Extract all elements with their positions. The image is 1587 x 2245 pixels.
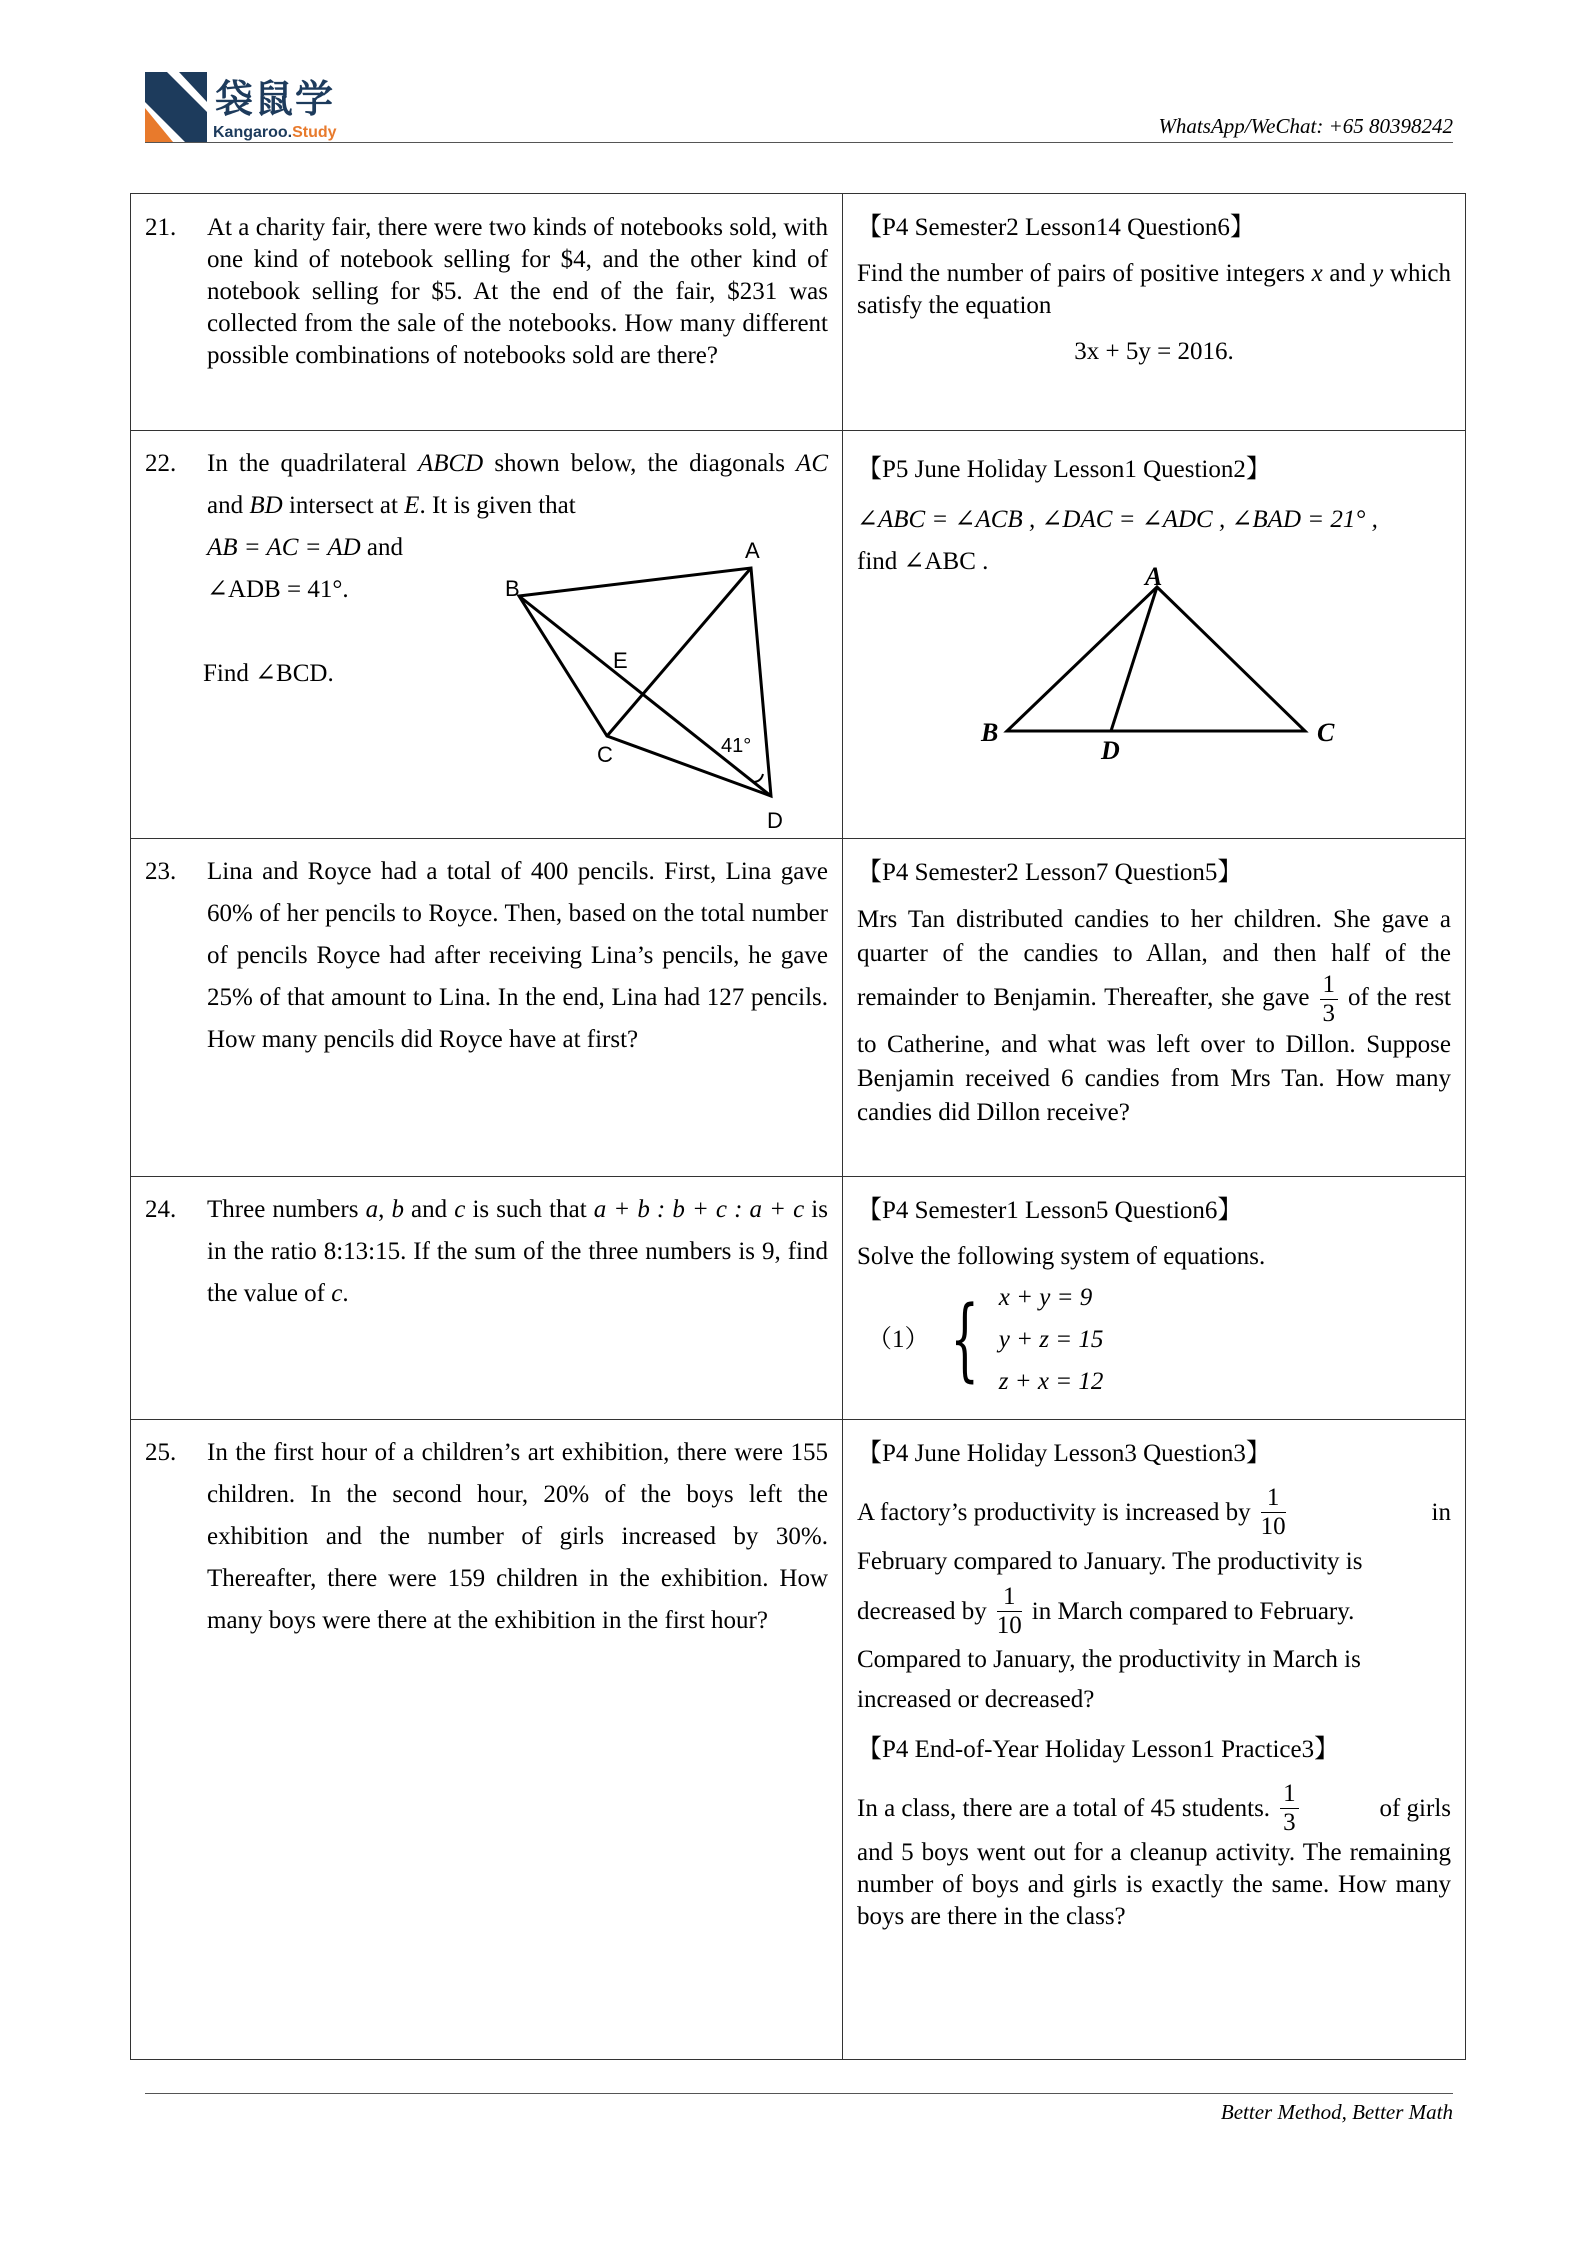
reference-title: 【P4 June Holiday Lesson3 Question3】 (857, 1440, 1271, 1467)
fraction: $\frac{1}{3}$ (1320, 971, 1339, 1028)
reference-cell (843, 839, 1466, 1177)
vertex-label-d: D (1101, 736, 1120, 765)
question-number: 21. (145, 214, 177, 241)
reference-title: 【P5 June Holiday Lesson1 Question2】 (857, 456, 1271, 483)
reference-title: 【P4 Semester1 Lesson5 Question6】 (857, 1197, 1243, 1224)
given-text: ∠ABC = ∠ACB , ∠DAC = ∠ADC , ∠BAD = 21° , (857, 506, 1378, 533)
logo-english-main: Kangaroo. (213, 124, 293, 141)
reference-text: Solve the following system of equations. (857, 1243, 1266, 1270)
find-text: find ∠ABC . (857, 548, 989, 575)
question-cell (131, 194, 843, 431)
equation-line: y + z = 15 (998, 1326, 1104, 1353)
find-text: Find ∠BCD. (203, 660, 334, 687)
reference-text: Find the number of pairs of positive integers x and y which satisfy the equation (857, 260, 1451, 319)
equation-line: x + y = 9 (998, 1284, 1093, 1311)
table-row (131, 1177, 1466, 1420)
question-number: 24. (145, 1196, 177, 1223)
reference-cell (843, 1177, 1466, 1420)
given-text: AB = AC = AD and (207, 534, 404, 561)
vertex-label-e: E (613, 648, 628, 673)
question-number: 22. (145, 450, 177, 477)
angle-label: 41° (721, 735, 752, 757)
footer-divider (145, 2093, 1453, 2094)
equation-line: z + x = 12 (998, 1368, 1104, 1395)
question-cell (131, 1420, 843, 2060)
question-table (130, 193, 1466, 2060)
table-row (131, 431, 1466, 839)
table-row (131, 839, 1466, 1177)
contact-info: WhatsApp/WeChat: +65 80398242 (1158, 114, 1453, 138)
question-text: In the first hour of a children’s art exhibition, there were 155 children. In the second hour, 20% of the boys left the exhibition and the number of girls increased by 30%. Thereafter, there were 159 children in the exhibition. How many boys were there at the exhibition in the first hour? (207, 1439, 828, 1634)
reference-text: In a class, there are a total of 45 students. $\frac{1}{3}$ of girls and 5 boys went out for a cleanup activity. The remaining number of boys and girls is exactly the same. How many boys are there in the class? (857, 1780, 1451, 1930)
question-text: In the quadrilateral ABCD shown below, the diagonals AC and BD intersect at E. It is given that (207, 450, 828, 519)
fraction: $\frac{1}{10}$ (1260, 1484, 1286, 1540)
question-number: 23. (145, 858, 177, 885)
system-lines (999, 1277, 1104, 1403)
header-divider (145, 142, 1453, 143)
fraction: $\frac{1}{3}$ (1280, 1780, 1299, 1837)
equation: 3x + 5y = 2016. (1074, 338, 1234, 365)
vertex-label-c: C (597, 742, 613, 767)
logo-english-name (213, 124, 337, 142)
vertex-label-b: B (981, 718, 999, 747)
question-text: Three numbers a, b and c is such that a + b : b + c : a + c is in the ratio 8:13:15. If the sum of the three numbers is 9, find the value of c. (207, 1196, 828, 1307)
logo-english-accent: Study (292, 124, 337, 141)
vertex-label-a: A (745, 538, 760, 563)
reference-title: 【P4 Semester2 Lesson7 Question5】 (857, 859, 1243, 886)
given-angle: ∠ADB = 41°. (207, 576, 349, 603)
logo-chinese-name: 袋鼠学 (215, 77, 336, 121)
brace-icon: { (949, 1287, 979, 1392)
question-cell (131, 431, 843, 839)
table-row (131, 194, 1466, 431)
quadrilateral-figure (491, 538, 811, 836)
system-label: （1） (867, 1326, 930, 1353)
equation-system (867, 1277, 1451, 1403)
vertex-label-a: A (1145, 562, 1163, 591)
reference-cell (843, 1420, 1466, 2060)
vertex-label-b: B (505, 576, 520, 601)
triangle-figure (981, 562, 1347, 779)
kangaroo-logo-icon (145, 72, 207, 142)
reference-cell (843, 194, 1466, 431)
question-cell (131, 839, 843, 1177)
question-cell (131, 1177, 843, 1420)
reference-title: 【P4 Semester2 Lesson14 Question6】 (857, 214, 1255, 241)
reference-text: Mrs Tan distributed candies to her children. She gave a quarter of the candies to Allan, and then half of the remainder to Benjamin. Thereafter, she gave $\frac{1}{3}$ of the rest to Catherine, and what was left over to Dillon. Suppose Benjamin received 6 candies from Mrs Tan. How many candies did Dillon receive? (857, 906, 1452, 1126)
vertex-label-d: D (767, 808, 783, 833)
reference-title: 【P4 End-of-Year Holiday Lesson1 Practice3】 (857, 1736, 1340, 1763)
reference-text: A factory’s productivity is increased by $\frac{1}{10}$ in February compared to January. The productivity is decreased by $\frac{1}{10}$ in March compared to February. Compared to January, the productivity in March is increased or decreased? (857, 1484, 1451, 1713)
table-row (131, 1420, 1466, 2060)
question-text: Lina and Royce had a total of 400 pencils. First, Lina gave 60% of her pencils to Royce. Then, based on the total number of pencils Royce had after receiving Lina’s pencils, he gave 25% of that amount to Lina. In the end, Lina had 127 pencils. How many pencils did Royce have at first? (207, 858, 828, 1053)
fraction: $\frac{1}{10}$ (996, 1583, 1022, 1639)
footer-tagline: Better Method, Better Math (1220, 2100, 1453, 2124)
vertex-label-c: C (1317, 718, 1335, 747)
reference-cell (843, 431, 1466, 839)
question-number: 25. (145, 1439, 177, 1466)
question-text: At a charity fair, there were two kinds of notebooks sold, with one kind of notebook selling for $4, and the other kind of notebook selling for $5. At the end of the fair, $231 was collected from the sale of the notebooks. How many different possible combinations of notebooks sold are there? (207, 214, 828, 369)
